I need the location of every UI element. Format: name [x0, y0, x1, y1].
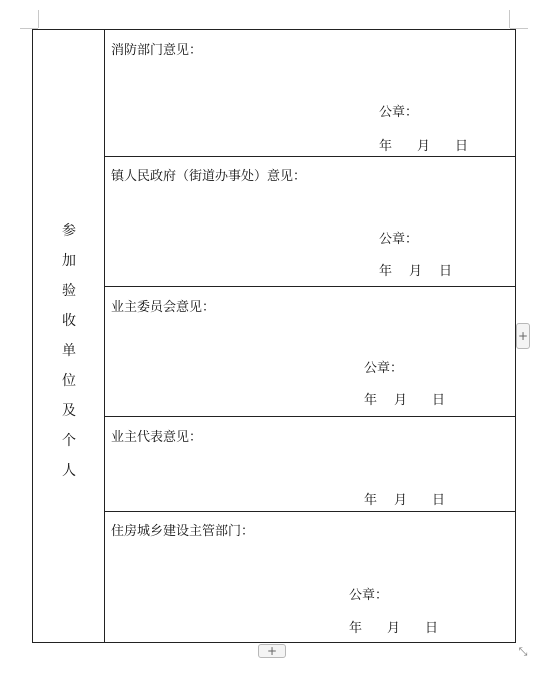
month-label: 月: [394, 493, 408, 508]
day-label: 日: [439, 264, 453, 279]
participant-label-char: 人: [62, 463, 76, 479]
fire-department-section[interactable]: [105, 30, 515, 157]
section-title: 业主代表意见：: [111, 430, 203, 445]
owners-committee-section[interactable]: [105, 287, 515, 417]
year-label: 年: [364, 393, 378, 408]
participant-label-char: 单: [62, 343, 76, 359]
day-label: 日: [432, 493, 446, 508]
participant-label-char: 个: [62, 433, 76, 449]
day-label: 日: [432, 393, 446, 408]
section-title: 业主委员会意见：: [111, 300, 216, 315]
participant-label-cell: [33, 30, 105, 642]
seal-label: 公章：: [379, 232, 419, 247]
resize-handle-icon[interactable]: ⤡: [518, 645, 528, 658]
date-line: [349, 617, 438, 636]
month-label: 月: [387, 621, 401, 636]
year-label: 年: [364, 493, 378, 508]
date-line: [364, 489, 445, 508]
margin-mark-top-right-v: [509, 10, 510, 28]
margin-mark-top-left-v: [38, 10, 39, 28]
year-label: 年: [349, 621, 363, 636]
participant-label-char: 验: [62, 283, 76, 299]
town-government-section[interactable]: [105, 157, 515, 287]
participant-label-char: 加: [62, 253, 76, 269]
participant-label-char: 位: [62, 373, 76, 389]
day-label: 日: [425, 621, 439, 636]
month-label: 月: [409, 264, 423, 279]
section-title: 住房城乡建设主管部门：: [111, 524, 255, 539]
participant-label-char: 及: [62, 403, 76, 419]
date-line: [379, 260, 452, 279]
section-title: 消防部门意见：: [111, 43, 203, 58]
acceptance-form-table: [32, 29, 516, 643]
date-line: [379, 135, 468, 154]
seal-label: 公章：: [379, 105, 419, 120]
seal-label: 公章：: [364, 361, 404, 376]
year-label: 年: [379, 264, 393, 279]
participant-label-char: 收: [62, 313, 76, 329]
add-row-button[interactable]: +: [258, 644, 286, 658]
section-title: 镇人民政府（街道办事处）意见：: [111, 169, 307, 184]
owner-representative-section[interactable]: [105, 417, 515, 512]
housing-department-section[interactable]: [105, 512, 515, 643]
date-line: [364, 389, 445, 408]
year-label: 年: [379, 139, 393, 154]
day-label: 日: [455, 139, 469, 154]
participant-label: [33, 216, 105, 486]
month-label: 月: [394, 393, 408, 408]
month-label: 月: [417, 139, 431, 154]
seal-label: 公章：: [349, 588, 389, 603]
participant-label-char: 参: [62, 223, 76, 239]
add-column-button[interactable]: +: [516, 323, 530, 349]
